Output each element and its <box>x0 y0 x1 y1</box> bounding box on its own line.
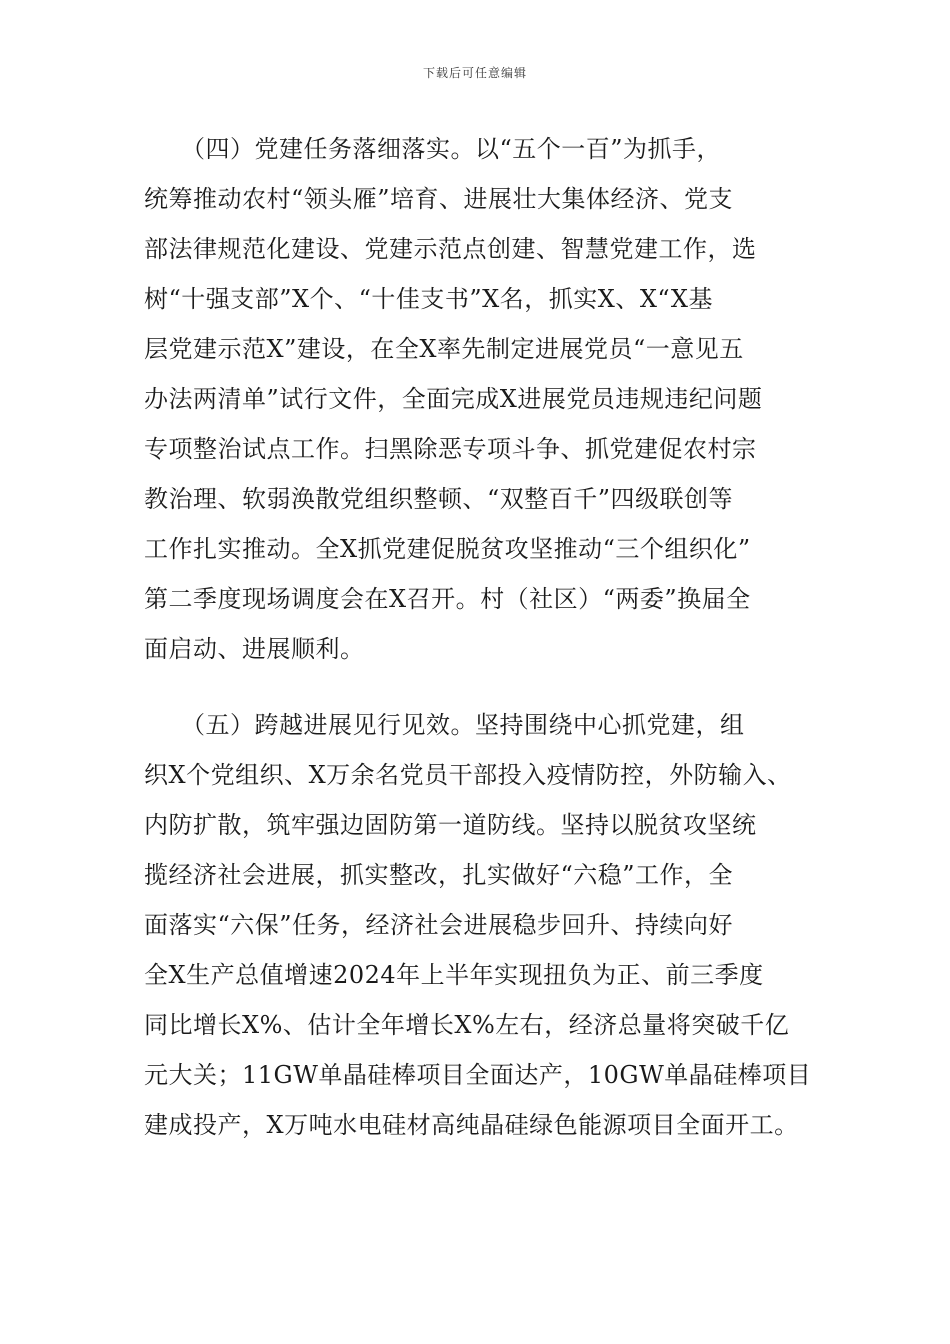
paragraph-leapfrog-development <box>144 700 824 1150</box>
text-line: （四）党建任务落细落实。以“五个一百”为抓手， <box>144 135 722 163</box>
text-line: （五）跨越进展见行见效。坚持围绕中心抓党建，组 <box>144 711 745 739</box>
text-line: 面启动、进展顺利。 <box>144 635 365 663</box>
text-line: 部法律规范化建设、党建示范点创建、智慧党建工作，选 <box>144 235 757 263</box>
paragraph-party-building-tasks <box>144 124 824 674</box>
text-line: 建成投产，X万吨水电硅材高纯晶硅绿色能源项目全面开工。 <box>144 1111 799 1139</box>
page-header: 下载后可任意编辑 <box>422 66 527 80</box>
text-line: 同比增长X%、估计全年增长X%左右，经济总量将突破千亿 <box>144 1011 790 1039</box>
text-line: 树“十强支部”X个、“十佳支书”X名，抓实X、X“X基 <box>144 285 713 313</box>
text-line: 办法两清单”试行文件，全面完成X进展党员违规违纪问题 <box>144 385 763 413</box>
text-line: 统筹推动农村“领头雁”培育、进展壮大集体经济、党支 <box>144 185 734 213</box>
text-line: 元大关；11GW单晶硅棒项目全面达产，10GW单晶硅棒项目 <box>144 1061 812 1089</box>
text-line: 教治理、软弱涣散党组织整顿、“双整百千”四级联创等 <box>144 485 734 513</box>
text-line: 织X个党组织、X万余名党员干部投入疫情防控，外防输入、 <box>144 761 792 789</box>
text-line: 全X生产总值增速2024年上半年实现扭负为正、前三季度 <box>144 961 764 989</box>
text-line: 面落实“六保”任务，经济社会进展稳步回升、持续向好 <box>144 911 734 939</box>
text-line: 专项整治试点工作。扫黑除恶专项斗争、抓党建促农村宗 <box>144 435 757 463</box>
text-line: 揽经济社会进展，抓实整改，扎实做好“六稳”工作，全 <box>144 861 734 889</box>
text-line: 工作扎实推动。全X抓党建促脱贫攻坚推动“三个组织化” <box>144 535 751 563</box>
text-line: 内防扩散，筑牢强边固防第一道防线。坚持以脱贫攻坚统 <box>144 811 757 839</box>
text-line: 层党建示范X”建设，在全X率先制定进展党员“一意见五 <box>144 335 744 363</box>
text-line: 第二季度现场调度会在X召开。村（社区）“两委”换届全 <box>144 585 751 613</box>
